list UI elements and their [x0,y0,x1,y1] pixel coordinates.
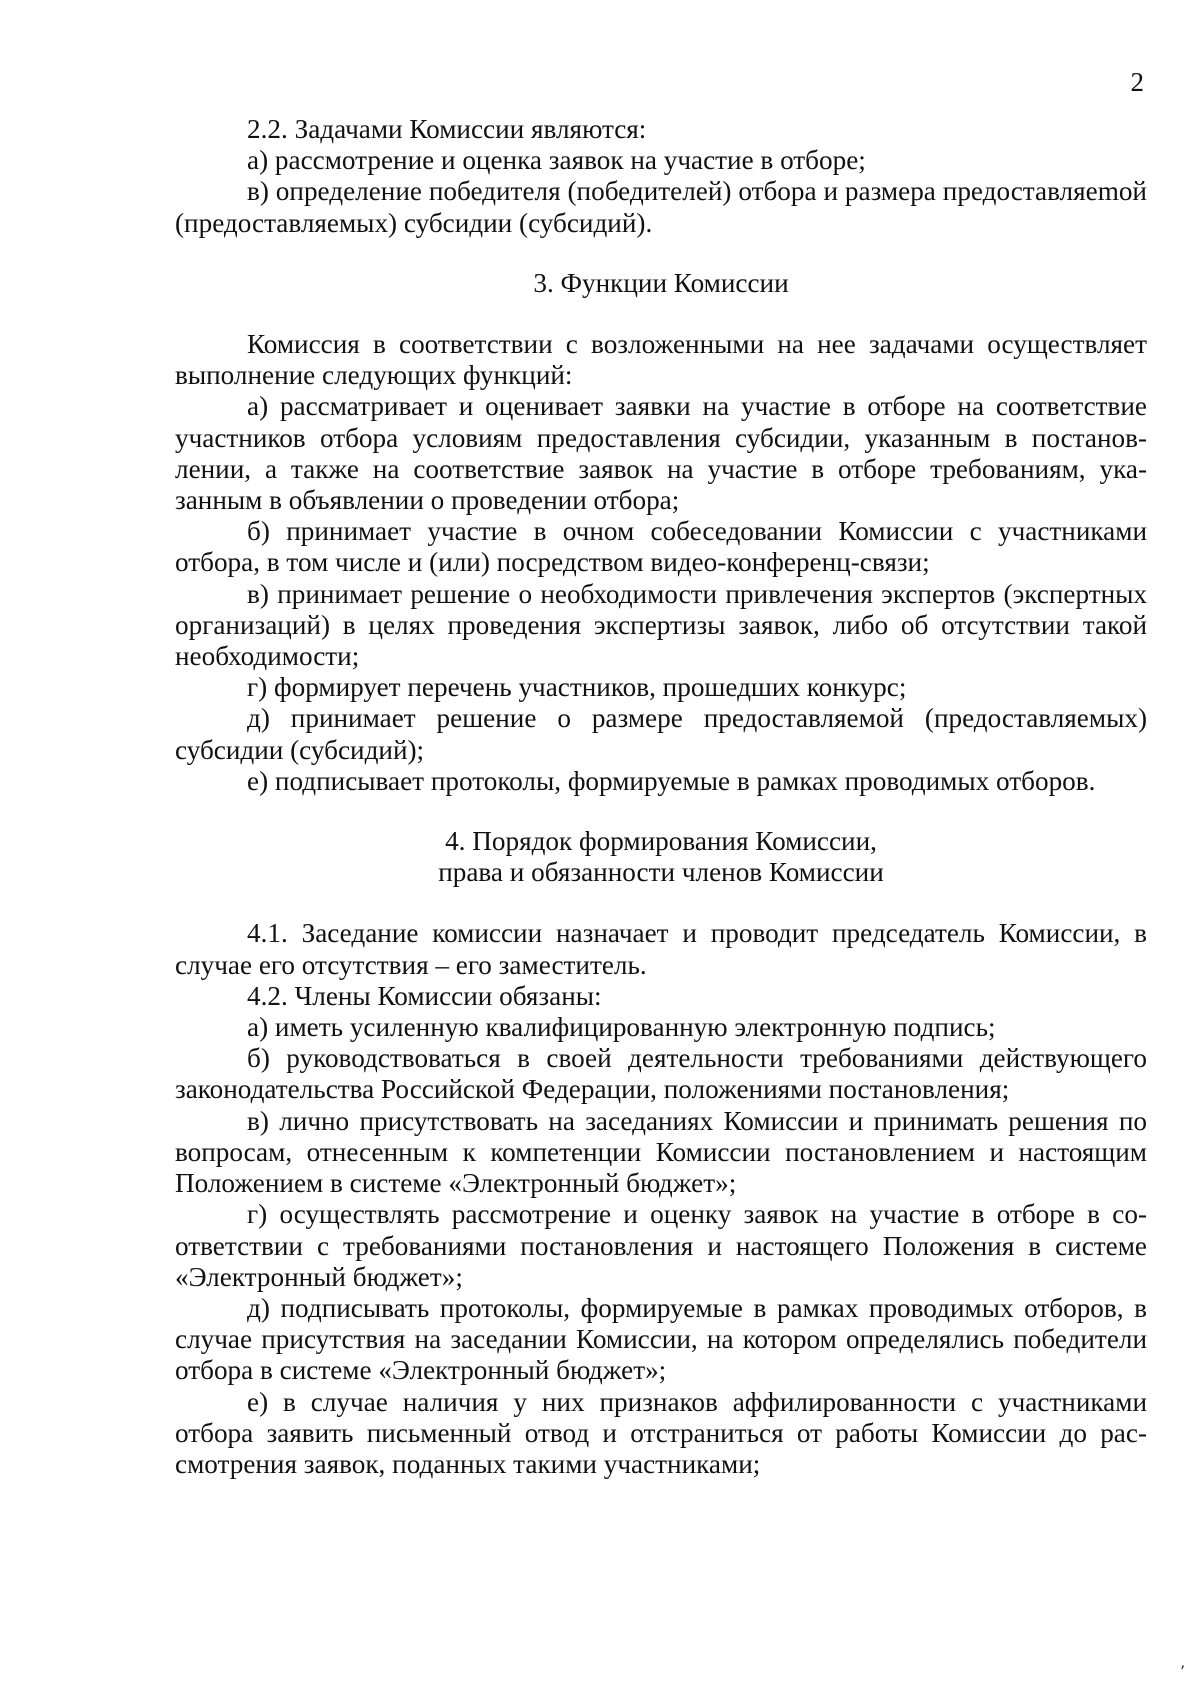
function-item-v: в) принимает решение о необходимости привлечения экспертов (экспертных организаций) в целях проведения экспертизы заявок, либо об отсутствии такой необходимости; [175,578,1147,672]
paragraph-2-2: 2.2. Задачами Комиссии являются: [247,114,647,144]
scan-mark: ’ [1180,1662,1186,1681]
function-item-d: д) принимает решение о размере предоставляемой (предоставляемых) субсидии (субсидий); [175,703,1147,765]
function-item-b: б) принимает участие в очном собеседовании Комиссии с участниками отбора, в том числе и (или) посредством видео-конференц-связи; [175,516,1147,578]
section-4-heading [175,826,1147,888]
section-4-heading-line-1: 4. Порядок формирования Комиссии, [445,826,877,857]
function-item-e: е) подписывает протоколы, формируемые в рамках проводимых отборов. [247,765,1096,796]
section-4-heading-line-2: права и обязанности членов Комиссии [438,857,884,888]
duty-item-b: б) руководствоваться в своей деятельности требованиями действующего законодательства Российской Федерации, положениями постановления; [175,1043,1147,1105]
duty-item-d: д) подписывать протоколы, формируемые в рамках проводимых отборов, в случае присутствия на заседании Комиссии, на котором определялись победители отбора в системе «Электронный бюджет»; [175,1292,1147,1386]
task-item-v: в) определение победителя (победителей) отбора и размера предоставляemой (предоставляемых) субсидии (субсидий). [175,176,1147,238]
paragraph-4-2: 4.2. Члены Комиссии обязаны: [247,980,602,1011]
duty-item-a: а) иметь усиленную квалифицированную электронную подпись; [247,1012,996,1043]
duty-item-g: г) осуществлять рассмотрение и оценку заявок на участие в отборе в соответствии с требованиями постановления и настоящего Положения в системе «Электронный бюджет»; [175,1199,1147,1292]
section-3-heading: 3. Функции Комиссии [533,267,789,298]
duty-item-e: е) в случае наличия у них признаков аффилированности с участниками отбора заявить письменный отвод и отстраниться от работы Комиссии до рассмотрения заявок, поданных такими участниками; [175,1386,1147,1479]
section-3-intro: Комиссия в соответствии с возложенными на нее задачами осуществляет выполнение следующих функций: [175,329,1147,391]
duty-item-v: в) лично присутствовать на заседаниях Комиссии и принимать решения по вопросам, отнесенным к компетенции Комиссии постановлением и настоящим Положением в системе «Электронный бюджет»; [175,1105,1147,1199]
page-number: 2 [1130,67,1144,97]
function-item-a: а) рассматривает и оценивает заявки на участие в отборе на соответствие участников отбора условиям предоставления субсидии, указанным в постановлении, а также на соответствие заявок на участие в отборе требованиям, указанным в объявлении о проведении отбора; [175,391,1147,516]
task-item-a: а) рассмотрение и оценка заявок на участие в отборе; [247,145,866,176]
document-body [175,114,1147,1480]
function-item-g: г) формирует перечень участников, прошедших конкурс; [247,672,907,703]
paragraph-4-1: 4.1. Заседание комиссии назначает и проводит председатель Комиссии, в случае его отсутствия – его заместитель. [175,918,1147,980]
